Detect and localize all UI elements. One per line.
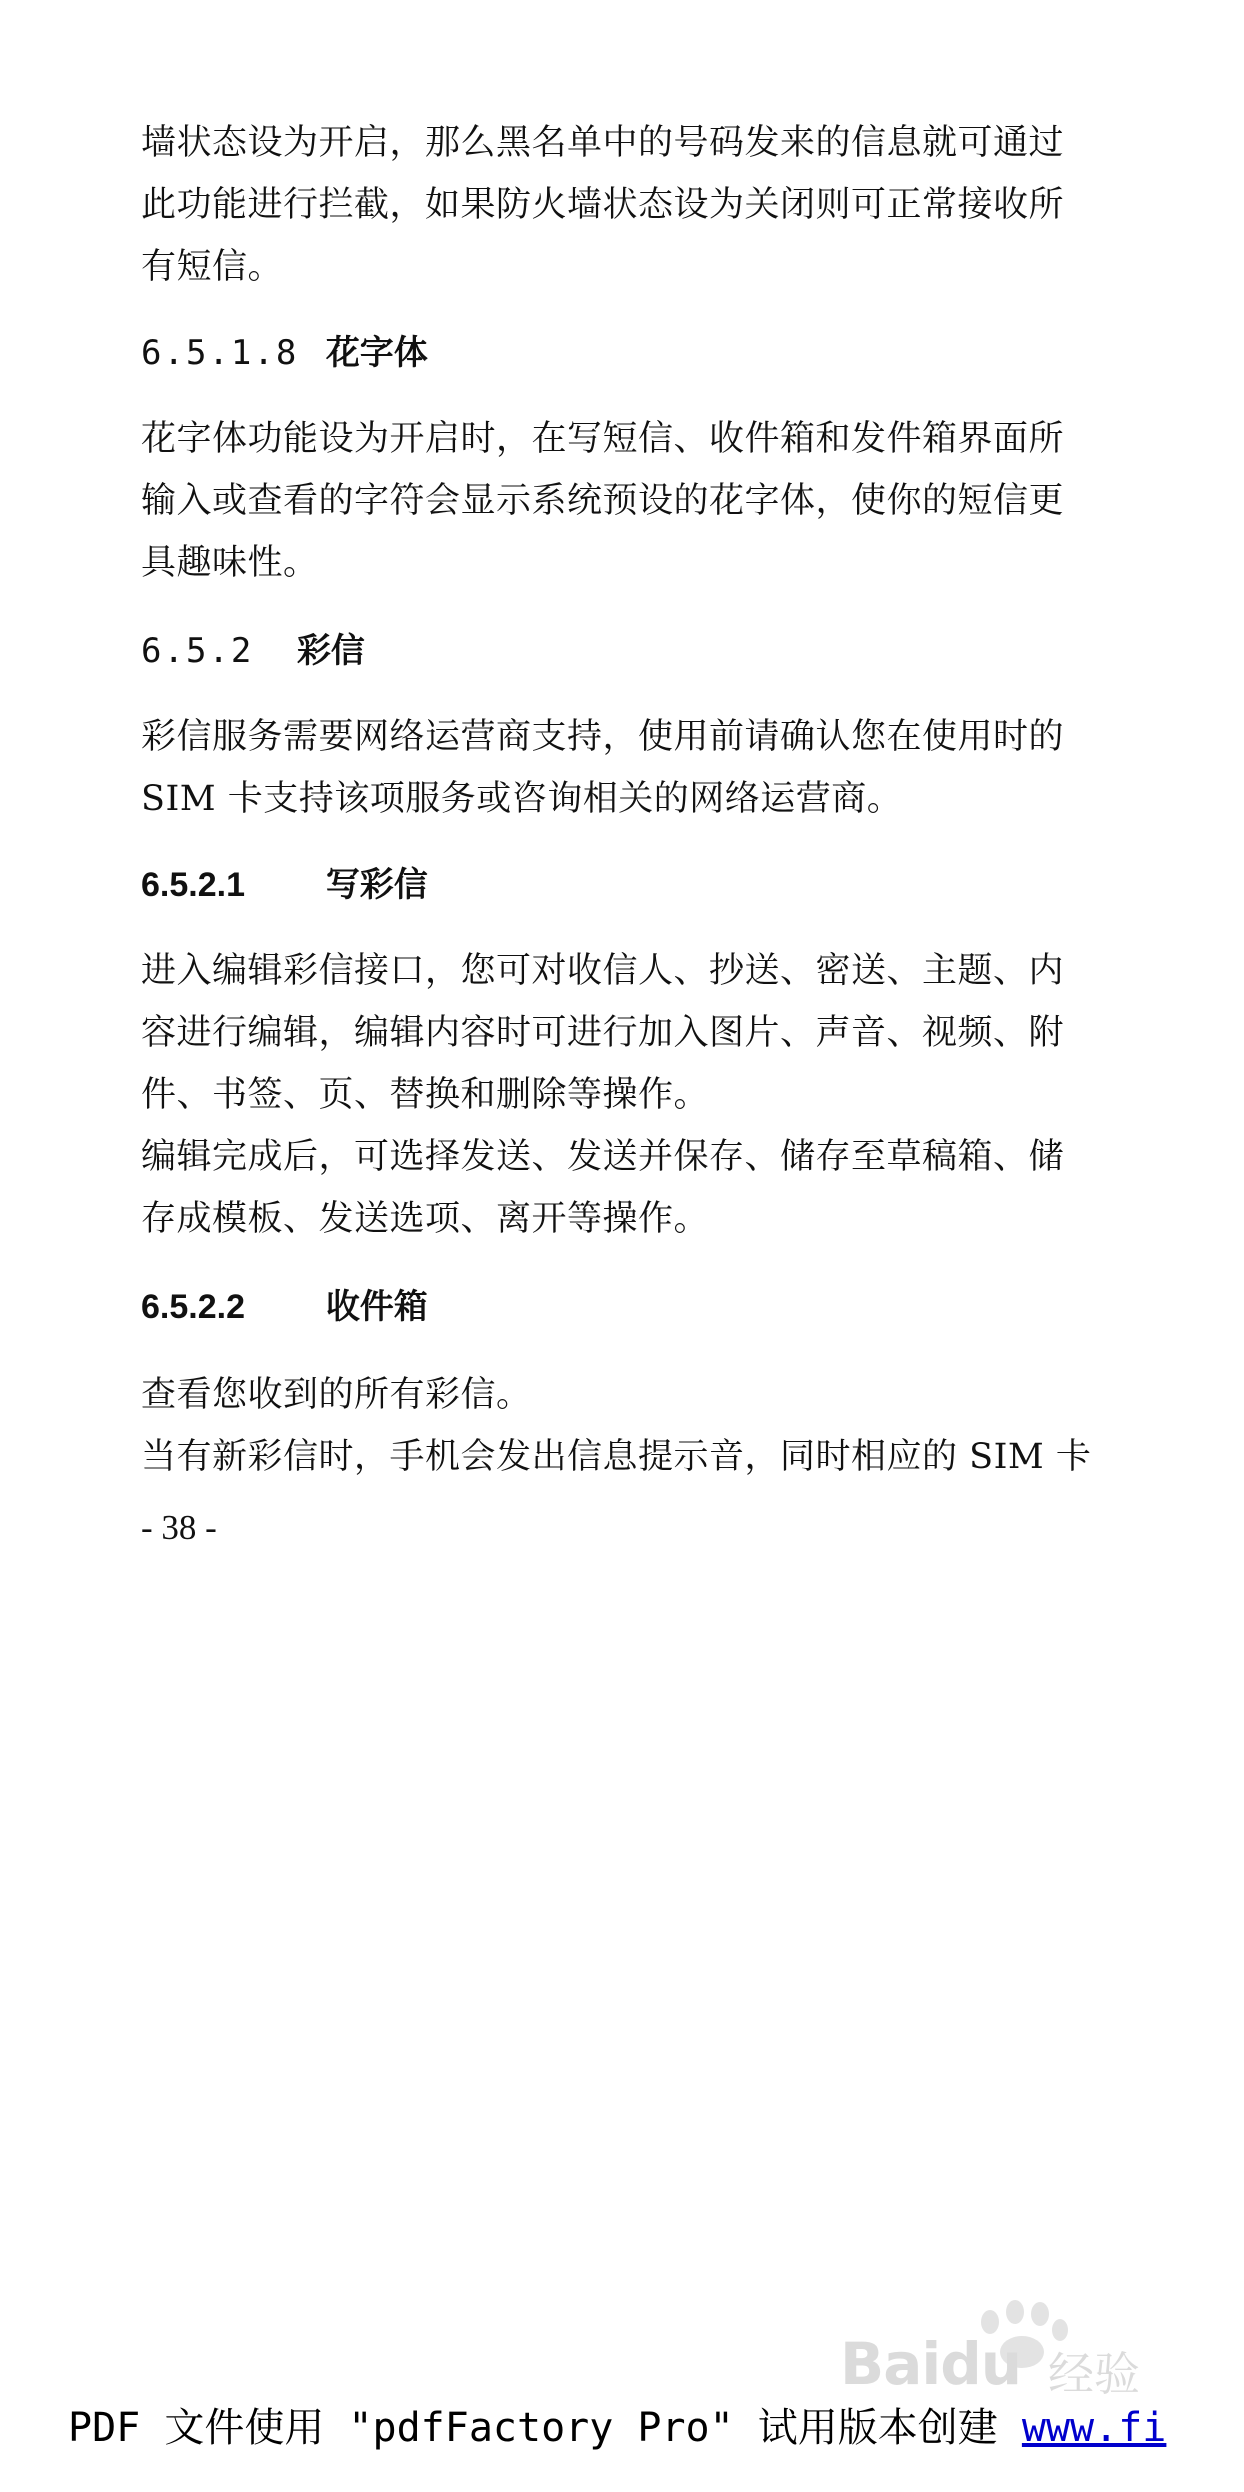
section-number: 6.5.1.8: [141, 333, 299, 373]
text-line: 彩信服务需要网络运营商支持，使用前请确认您在使用时的: [141, 717, 1065, 757]
section-number: 6.5.2.1: [141, 866, 245, 904]
section-heading-6-5-1-8: [141, 330, 428, 376]
text-line: 当有新彩信时，手机会发出信息提示音，同时相应的 SIM 卡: [141, 1437, 1092, 1477]
section-title: 收件箱: [325, 1287, 428, 1327]
watermark-brand: Baidu: [840, 2330, 1022, 2398]
text-line: 进入编辑彩信接口，您可对收信人、抄送、密送、主题、内: [141, 951, 1065, 991]
paragraph-mms-intro: [141, 706, 1081, 830]
paragraph-inbox: [141, 1364, 1092, 1488]
section-title: 写彩信: [325, 865, 428, 905]
text-line: 有短信。: [141, 247, 284, 287]
text-line: 编辑完成后，可选择发送、发送并保存、储存至草稿箱、储: [141, 1137, 1065, 1177]
text-line: 花字体功能设为开启时，在写短信、收件箱和发件箱界面所: [141, 419, 1065, 459]
text-line: 此功能进行拦截，如果防火墙状态设为关闭则可正常接收所: [141, 185, 1065, 225]
paragraph-firewall: [141, 112, 1081, 298]
section-heading-6-5-2: [141, 628, 365, 674]
footer-link[interactable]: www.fi: [1021, 2405, 1167, 2451]
paragraph-fancy-font: [141, 408, 1081, 594]
paragraph-write-mms: [141, 940, 1081, 1250]
page-number: - 38 -: [141, 1508, 217, 1547]
text-line: 输入或查看的字符会显示系统预设的花字体，使你的短信更: [141, 481, 1065, 521]
footer-text: PDF 文件使用 "pdfFactory Pro" 试用版本创建: [68, 2405, 1022, 2451]
watermark-suffix: 经验: [1048, 2347, 1140, 2401]
text-line: 查看您收到的所有彩信。: [141, 1375, 532, 1415]
section-number: 6.5.2: [141, 631, 254, 671]
text-line: 件、书签、页、替换和删除等操作。: [141, 1075, 710, 1115]
section-title: 彩信: [296, 631, 365, 671]
section-heading-6-5-2-2: [141, 1284, 428, 1330]
pdf-footer: [68, 2396, 1166, 2453]
text-line: 存成模板、发送选项、离开等操作。: [141, 1199, 710, 1239]
baidu-jingyan-watermark: [840, 2300, 1180, 2410]
text-line: 墙状态设为开启，那么黑名单中的号码发来的信息就可通过: [141, 123, 1065, 163]
section-heading-6-5-2-1: [141, 862, 428, 908]
text-line: SIM 卡支持该项服务或咨询相关的网络运营商。: [141, 779, 903, 819]
text-line: 容进行编辑，编辑内容时可进行加入图片、声音、视频、附: [141, 1013, 1065, 1053]
text-line: 具趣味性。: [141, 543, 319, 583]
section-title: 花字体: [325, 333, 428, 373]
section-number: 6.5.2.2: [141, 1288, 245, 1326]
